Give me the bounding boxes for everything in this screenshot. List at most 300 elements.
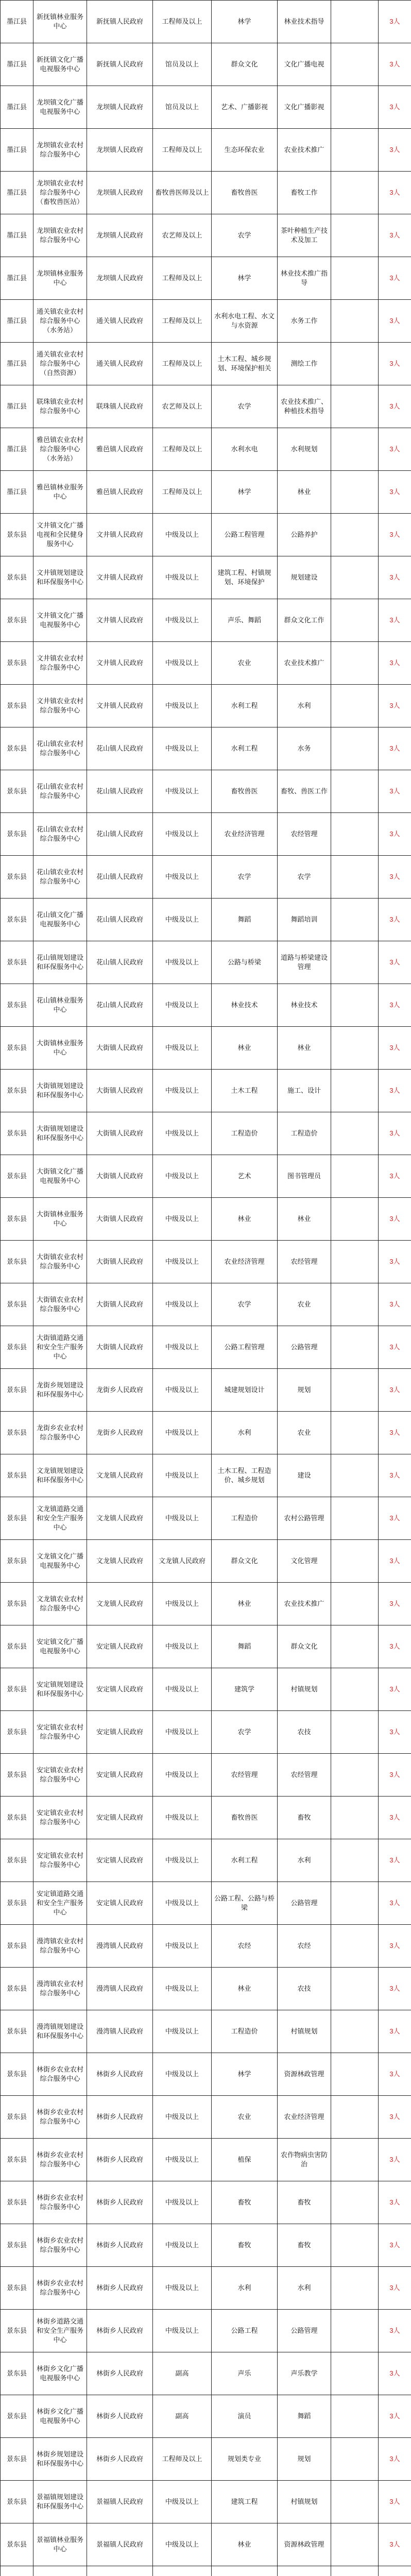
table-row bbox=[1, 2096, 411, 2139]
title-cell: 中级及以上 bbox=[153, 1241, 212, 1283]
title-cell: 工程师及以上 bbox=[153, 300, 212, 343]
post-cell: 畜牧、兽医工作 bbox=[278, 770, 331, 813]
county-cell: 景东县 bbox=[1, 2224, 33, 2267]
county-cell: 景东县 bbox=[1, 1112, 33, 1155]
unit-cell: 花山镇农业农村综合服务中心 bbox=[33, 856, 87, 899]
count-cell: 3人 bbox=[379, 2310, 411, 2352]
unit-cell: 林街乡规划建设和环保服务中心 bbox=[33, 2438, 87, 2481]
post-cell: 农经 bbox=[278, 1925, 331, 1968]
authority-cell: 文龙镇人民政府 bbox=[87, 1454, 153, 1497]
title-cell: 副高 bbox=[153, 2395, 212, 2438]
major-cell: 工程造价 bbox=[212, 1497, 278, 1540]
count-cell: 3人 bbox=[379, 856, 411, 899]
authority-cell: 林街乡人民政府 bbox=[87, 2310, 153, 2352]
unit-cell: 通关镇农业农村综合服务中心（自然资源） bbox=[33, 343, 87, 385]
table-row bbox=[1, 385, 411, 428]
table-row bbox=[1, 685, 411, 727]
table-row bbox=[1, 2438, 411, 2481]
unit-cell: 文龙镇农业农村综合服务中心 bbox=[33, 1583, 87, 1625]
title-cell: 畜牧兽医师及以上 bbox=[153, 172, 212, 214]
county-cell: 墨江县 bbox=[1, 343, 33, 385]
authority-cell: 联珠镇人民政府 bbox=[87, 385, 153, 428]
empty-cell bbox=[331, 1027, 379, 1070]
authority-cell: 安定镇人民政府 bbox=[87, 1839, 153, 1882]
count-cell: 3人 bbox=[379, 257, 411, 300]
county-cell: 景东县 bbox=[1, 2096, 33, 2139]
major-cell: 农经 bbox=[212, 1925, 278, 1968]
count-cell: 3人 bbox=[379, 514, 411, 556]
title-cell: 中级及以上 bbox=[153, 1369, 212, 1412]
count-cell: 3人 bbox=[379, 129, 411, 172]
major-cell: 土木工程、工程造价、城乡规划 bbox=[212, 1454, 278, 1497]
authority-cell: 安定镇人民政府 bbox=[87, 1668, 153, 1711]
county-cell: 景东县 bbox=[1, 1583, 33, 1625]
authority-cell: 安定镇人民政府 bbox=[87, 1754, 153, 1797]
empty-cell bbox=[331, 1540, 379, 1583]
major-cell: 艺术 bbox=[212, 1155, 278, 1198]
major-cell bbox=[212, 2566, 278, 2576]
count-cell: 3人 bbox=[379, 1882, 411, 1925]
major-cell: 水利 bbox=[212, 2267, 278, 2310]
county-cell: 景东县 bbox=[1, 514, 33, 556]
authority-cell: 安定镇人民政府 bbox=[87, 1882, 153, 1925]
table-row bbox=[1, 1070, 411, 1112]
major-cell: 畜牧 bbox=[212, 2181, 278, 2224]
count-cell: 3人 bbox=[379, 1497, 411, 1540]
unit-cell: 景福镇规划建设和环保服务中心 bbox=[33, 2481, 87, 2523]
title-cell: 中级及以上 bbox=[153, 2224, 212, 2267]
empty-cell bbox=[331, 172, 379, 214]
table-row bbox=[1, 86, 411, 129]
post-cell: 农技 bbox=[278, 1968, 331, 2010]
authority-cell: 雅邑镇人民政府 bbox=[87, 471, 153, 514]
table-row bbox=[1, 1711, 411, 1754]
table-row bbox=[1, 1668, 411, 1711]
table-row bbox=[1, 172, 411, 214]
unit-cell: 大街镇道路交通和安全生产服务中心 bbox=[33, 1326, 87, 1369]
major-cell: 农经管理 bbox=[212, 1754, 278, 1797]
empty-cell bbox=[331, 1668, 379, 1711]
unit-cell: 雅邑镇农业农村综合服务中心（水务站） bbox=[33, 428, 87, 471]
title-cell: 中级及以上 bbox=[153, 1412, 212, 1454]
post-cell: 资源林政管理 bbox=[278, 2053, 331, 2096]
unit-cell: 新抚镇文化广播电视服务中心 bbox=[33, 43, 87, 86]
county-cell: 墨江县 bbox=[1, 172, 33, 214]
empty-cell bbox=[331, 1241, 379, 1283]
table-row bbox=[1, 556, 411, 599]
county-cell: 景东县 bbox=[1, 642, 33, 685]
major-cell: 水利水电 bbox=[212, 428, 278, 471]
post-cell: 水务 bbox=[278, 727, 331, 770]
table-row bbox=[1, 43, 411, 86]
authority-cell: 花山镇人民政府 bbox=[87, 770, 153, 813]
unit-cell: 林街乡农业农村综合服务中心 bbox=[33, 2096, 87, 2139]
empty-cell bbox=[331, 2395, 379, 2438]
title-cell: 馆员及以上 bbox=[153, 43, 212, 86]
major-cell: 农业 bbox=[212, 642, 278, 685]
count-cell: 3人 bbox=[379, 2352, 411, 2395]
major-cell: 林学 bbox=[212, 257, 278, 300]
major-cell: 畜牧 bbox=[212, 2224, 278, 2267]
major-cell: 土木工程、城乡规划、环境保护相关 bbox=[212, 343, 278, 385]
table-row bbox=[1, 2053, 411, 2096]
count-cell: 3人 bbox=[379, 1754, 411, 1797]
unit-cell: 安定镇农业农村综合服务中心 bbox=[33, 1711, 87, 1754]
unit-cell: 安定镇文化广播电视服务中心 bbox=[33, 1625, 87, 1668]
title-cell: 文龙镇人民政府 bbox=[153, 1540, 212, 1583]
unit-cell: 花山镇农业农村综合服务中心 bbox=[33, 770, 87, 813]
empty-cell bbox=[331, 2267, 379, 2310]
empty-cell bbox=[331, 1070, 379, 1112]
county-cell: 景东县 bbox=[1, 2053, 33, 2096]
post-cell: 林业技术推广指导 bbox=[278, 257, 331, 300]
major-cell: 土木工程 bbox=[212, 1070, 278, 1112]
title-cell: 中级及以上 bbox=[153, 1754, 212, 1797]
authority-cell: 文井镇人民政府 bbox=[87, 514, 153, 556]
unit-cell: 新抚镇林业服务中心 bbox=[33, 1, 87, 43]
authority-cell: 景福镇人民政府 bbox=[87, 2481, 153, 2523]
major-cell: 畜牧兽医 bbox=[212, 770, 278, 813]
title-cell: 中级及以上 bbox=[153, 1839, 212, 1882]
major-cell: 农学 bbox=[212, 214, 278, 257]
empty-cell bbox=[331, 1583, 379, 1625]
count-cell: 3人 bbox=[379, 2438, 411, 2481]
major-cell: 工程造价 bbox=[212, 1112, 278, 1155]
major-cell: 农业经济管理 bbox=[212, 813, 278, 856]
table-row bbox=[1, 1283, 411, 1326]
authority-cell: 龙街乡人民政府 bbox=[87, 1412, 153, 1454]
title-cell: 中级及以上 bbox=[153, 2053, 212, 2096]
major-cell: 农学 bbox=[212, 856, 278, 899]
count-cell: 3人 bbox=[379, 1155, 411, 1198]
table-row bbox=[1, 428, 411, 471]
count-cell: 3人 bbox=[379, 2224, 411, 2267]
county-cell: 景东县 bbox=[1, 1625, 33, 1668]
table-row bbox=[1, 770, 411, 813]
county-cell: 景东县 bbox=[1, 1369, 33, 1412]
authority-cell: 龙坝镇人民政府 bbox=[87, 214, 153, 257]
unit-cell: 大街镇林业服务中心 bbox=[33, 1027, 87, 1070]
authority-cell: 林街乡人民政府 bbox=[87, 2395, 153, 2438]
count-cell: 3人 bbox=[379, 1668, 411, 1711]
table-row bbox=[1, 1540, 411, 1583]
authority-cell: 龙街乡人民政府 bbox=[87, 1369, 153, 1412]
empty-cell bbox=[331, 984, 379, 1027]
county-cell: 景东县 bbox=[1, 1711, 33, 1754]
count-cell: 3人 bbox=[379, 2523, 411, 2566]
unit-cell: 安定镇道路交通和安全生产服务中心 bbox=[33, 1882, 87, 1925]
table-row bbox=[1, 856, 411, 899]
authority-cell: 新抚镇人民政府 bbox=[87, 43, 153, 86]
post-cell: 公路养护 bbox=[278, 514, 331, 556]
unit-cell: 林街乡农业农村综合服务中心 bbox=[33, 2053, 87, 2096]
post-cell: 农业 bbox=[278, 1283, 331, 1326]
empty-cell bbox=[331, 1326, 379, 1369]
count-cell: 3人 bbox=[379, 813, 411, 856]
major-cell: 群众文化 bbox=[212, 1540, 278, 1583]
authority-cell: 文龙镇人民政府 bbox=[87, 1497, 153, 1540]
county-cell: 景东县 bbox=[1, 2267, 33, 2310]
unit-cell: 漫湾镇农业农村综合服务中心 bbox=[33, 1968, 87, 2010]
empty-cell bbox=[331, 2139, 379, 2181]
county-cell: 墨江县 bbox=[1, 385, 33, 428]
authority-cell: 大街镇人民政府 bbox=[87, 1326, 153, 1369]
major-cell: 声乐、舞蹈 bbox=[212, 599, 278, 642]
major-cell: 农业 bbox=[212, 2096, 278, 2139]
county-cell: 墨江县 bbox=[1, 214, 33, 257]
major-cell: 农业经济管理 bbox=[212, 1241, 278, 1283]
table-row bbox=[1, 1454, 411, 1497]
count-cell: 3人 bbox=[379, 86, 411, 129]
count-cell: 3人 bbox=[379, 2053, 411, 2096]
authority-cell: 花山镇人民政府 bbox=[87, 899, 153, 941]
county-cell: 景东县 bbox=[1, 1412, 33, 1454]
count-cell: 3人 bbox=[379, 471, 411, 514]
county-cell: 景东县 bbox=[1, 2481, 33, 2523]
major-cell: 林学 bbox=[212, 1, 278, 43]
county-cell: 景东县 bbox=[1, 2395, 33, 2438]
county-cell: 墨江县 bbox=[1, 129, 33, 172]
title-cell: 中级及以上 bbox=[153, 2267, 212, 2310]
count-cell: 3人 bbox=[379, 1112, 411, 1155]
county-cell: 景东县 bbox=[1, 1326, 33, 1369]
table-row bbox=[1, 2481, 411, 2523]
table-row bbox=[1, 2566, 411, 2576]
major-cell: 演员 bbox=[212, 2395, 278, 2438]
post-cell: 文化广播电视 bbox=[278, 43, 331, 86]
major-cell: 林业 bbox=[212, 1027, 278, 1070]
county-cell bbox=[1, 2566, 33, 2576]
count-cell: 3人 bbox=[379, 172, 411, 214]
unit-cell: 林街乡农业农村综合服务中心 bbox=[33, 2139, 87, 2181]
title-cell: 中级及以上 bbox=[153, 2181, 212, 2224]
authority-cell: 花山镇人民政府 bbox=[87, 856, 153, 899]
county-cell: 景东县 bbox=[1, 1839, 33, 1882]
empty-cell bbox=[331, 941, 379, 984]
empty-cell bbox=[331, 2352, 379, 2395]
county-cell: 墨江县 bbox=[1, 43, 33, 86]
county-cell: 墨江县 bbox=[1, 86, 33, 129]
table-row bbox=[1, 343, 411, 385]
authority-cell: 林街乡人民政府 bbox=[87, 2096, 153, 2139]
post-cell: 林业 bbox=[278, 471, 331, 514]
major-cell: 规划类专业 bbox=[212, 2438, 278, 2481]
county-cell: 景东县 bbox=[1, 1283, 33, 1326]
post-cell: 林业技术指导 bbox=[278, 1, 331, 43]
count-cell: 3人 bbox=[379, 1070, 411, 1112]
post-cell: 文化管理 bbox=[278, 1540, 331, 1583]
authority-cell: 花山镇人民政府 bbox=[87, 984, 153, 1027]
post-cell: 农经管理 bbox=[278, 1754, 331, 1797]
title-cell: 中级及以上 bbox=[153, 984, 212, 1027]
title-cell: 中级及以上 bbox=[153, 2481, 212, 2523]
unit-cell: 大街镇农业农村综合服务中心 bbox=[33, 1241, 87, 1283]
major-cell: 舞蹈 bbox=[212, 1625, 278, 1668]
empty-cell bbox=[331, 343, 379, 385]
authority-cell: 安定镇人民政府 bbox=[87, 1797, 153, 1839]
title-cell: 中级及以上 bbox=[153, 642, 212, 685]
title-cell: 中级及以上 bbox=[153, 685, 212, 727]
title-cell: 馆员及以上 bbox=[153, 86, 212, 129]
post-cell: 声乐教学 bbox=[278, 2352, 331, 2395]
authority-cell: 文井镇人民政府 bbox=[87, 642, 153, 685]
empty-cell bbox=[331, 1754, 379, 1797]
unit-cell: 龙街乡农业农村综合服务中心 bbox=[33, 1412, 87, 1454]
unit-cell: 文井镇农业农村综合服务中心 bbox=[33, 642, 87, 685]
title-cell: 中级及以上 bbox=[153, 1027, 212, 1070]
authority-cell: 林街乡人民政府 bbox=[87, 2267, 153, 2310]
authority-cell: 花山镇人民政府 bbox=[87, 813, 153, 856]
major-cell: 林业 bbox=[212, 1198, 278, 1241]
title-cell: 中级及以上 bbox=[153, 856, 212, 899]
post-cell: 水务工作 bbox=[278, 300, 331, 343]
title-cell: 中级及以上 bbox=[153, 1625, 212, 1668]
count-cell: 3人 bbox=[379, 685, 411, 727]
major-cell: 公路工程 bbox=[212, 2310, 278, 2352]
authority-cell: 龙坝镇人民政府 bbox=[87, 86, 153, 129]
table-row bbox=[1, 813, 411, 856]
table-row bbox=[1, 941, 411, 984]
authority-cell: 大街镇人民政府 bbox=[87, 1155, 153, 1198]
count-cell: 3人 bbox=[379, 1925, 411, 1968]
county-cell: 景东县 bbox=[1, 1027, 33, 1070]
table-row bbox=[1, 1839, 411, 1882]
count-cell: 3人 bbox=[379, 984, 411, 1027]
title-cell: 中级及以上 bbox=[153, 2010, 212, 2053]
empty-cell bbox=[331, 2010, 379, 2053]
table-row bbox=[1, 1925, 411, 1968]
major-cell: 农学 bbox=[212, 385, 278, 428]
post-cell bbox=[278, 2566, 331, 2576]
unit-cell: 文井镇规划建设和环保服务中心 bbox=[33, 556, 87, 599]
title-cell: 中级及以上 bbox=[153, 813, 212, 856]
empty-cell bbox=[331, 428, 379, 471]
title-cell: 中级及以上 bbox=[153, 1326, 212, 1369]
empty-cell bbox=[331, 599, 379, 642]
county-cell: 景东县 bbox=[1, 1454, 33, 1497]
unit-cell: 漫湾镇农业农村综合服务中心 bbox=[33, 1925, 87, 1968]
title-cell: 中级及以上 bbox=[153, 556, 212, 599]
count-cell: 3人 bbox=[379, 1540, 411, 1583]
title-cell: 中级及以上 bbox=[153, 1882, 212, 1925]
post-cell: 群众文化 bbox=[278, 1625, 331, 1668]
count-cell: 3人 bbox=[379, 343, 411, 385]
title-cell: 中级及以上 bbox=[153, 1198, 212, 1241]
title-cell: 工程师及以上 bbox=[153, 2438, 212, 2481]
empty-cell bbox=[331, 2224, 379, 2267]
unit-cell: 林街乡农业农村综合服务中心 bbox=[33, 2267, 87, 2310]
county-cell: 景东县 bbox=[1, 2352, 33, 2395]
empty-cell bbox=[331, 770, 379, 813]
post-cell: 施工、设计 bbox=[278, 1070, 331, 1112]
count-cell: 3人 bbox=[379, 428, 411, 471]
title-cell: 工程师及以上 bbox=[153, 343, 212, 385]
count-cell: 3人 bbox=[379, 1283, 411, 1326]
empty-cell bbox=[331, 2053, 379, 2096]
empty-cell bbox=[331, 856, 379, 899]
post-cell: 水利规划 bbox=[278, 428, 331, 471]
table-row bbox=[1, 1754, 411, 1797]
empty-cell bbox=[331, 1112, 379, 1155]
empty-cell bbox=[331, 1454, 379, 1497]
title-cell: 中级及以上 bbox=[153, 1668, 212, 1711]
table-row bbox=[1, 1882, 411, 1925]
count-cell: 3人 bbox=[379, 1711, 411, 1754]
post-cell: 畜牧 bbox=[278, 1797, 331, 1839]
county-cell: 景东县 bbox=[1, 727, 33, 770]
table-row bbox=[1, 1625, 411, 1668]
empty-cell bbox=[331, 1, 379, 43]
unit-cell: 花山镇农业农村综合服务中心 bbox=[33, 813, 87, 856]
county-cell: 景东县 bbox=[1, 1797, 33, 1839]
unit-cell: 龙坝镇农业农村综合服务中心 bbox=[33, 129, 87, 172]
title-cell bbox=[153, 2566, 212, 2576]
post-cell: 公路管理 bbox=[278, 1326, 331, 1369]
table-row bbox=[1, 1497, 411, 1540]
county-cell: 景东县 bbox=[1, 1198, 33, 1241]
table-row bbox=[1, 300, 411, 343]
post-cell: 水利 bbox=[278, 1839, 331, 1882]
empty-cell bbox=[331, 1882, 379, 1925]
empty-cell bbox=[331, 257, 379, 300]
county-cell: 景东县 bbox=[1, 2181, 33, 2224]
post-cell: 农村公路管理 bbox=[278, 1497, 331, 1540]
count-cell: 3人 bbox=[379, 2267, 411, 2310]
title-cell: 中级及以上 bbox=[153, 1797, 212, 1839]
table-row bbox=[1, 1968, 411, 2010]
authority-cell: 安定镇人民政府 bbox=[87, 1625, 153, 1668]
empty-cell bbox=[331, 2438, 379, 2481]
count-cell: 3人 bbox=[379, 1583, 411, 1625]
post-cell: 林业 bbox=[278, 1027, 331, 1070]
empty-cell bbox=[331, 1283, 379, 1326]
title-cell: 中级及以上 bbox=[153, 1583, 212, 1625]
title-cell: 中级及以上 bbox=[153, 941, 212, 984]
empty-cell bbox=[331, 385, 379, 428]
count-cell bbox=[379, 2566, 411, 2576]
empty-cell bbox=[331, 813, 379, 856]
count-cell: 3人 bbox=[379, 556, 411, 599]
post-cell: 农经管理 bbox=[278, 813, 331, 856]
empty-cell bbox=[331, 43, 379, 86]
major-cell: 水利工程 bbox=[212, 685, 278, 727]
major-cell: 声乐 bbox=[212, 2352, 278, 2395]
post-cell: 农业技术推广 bbox=[278, 1583, 331, 1625]
post-cell: 林业技术 bbox=[278, 984, 331, 1027]
authority-cell: 龙坝镇人民政府 bbox=[87, 257, 153, 300]
count-cell: 3人 bbox=[379, 599, 411, 642]
empty-cell bbox=[331, 300, 379, 343]
count-cell: 3人 bbox=[379, 1839, 411, 1882]
post-cell: 规划建设 bbox=[278, 556, 331, 599]
major-cell: 水利水电工程、水文与水资源 bbox=[212, 300, 278, 343]
county-cell: 景东县 bbox=[1, 1540, 33, 1583]
county-cell: 景东县 bbox=[1, 941, 33, 984]
title-cell: 工程师及以上 bbox=[153, 471, 212, 514]
unit-cell: 龙坝镇林业服务中心 bbox=[33, 257, 87, 300]
unit-cell: 花山镇林业服务中心 bbox=[33, 984, 87, 1027]
unit-cell: 文井镇文化广播电视和全民健身服务中心 bbox=[33, 514, 87, 556]
empty-cell bbox=[331, 214, 379, 257]
post-cell: 农作物病虫害防治 bbox=[278, 2139, 331, 2181]
unit-cell: 林街乡文化广播电视服务中心 bbox=[33, 2352, 87, 2395]
empty-cell bbox=[331, 2181, 379, 2224]
unit-cell: 雅邑镇林业服务中心 bbox=[33, 471, 87, 514]
count-cell: 3人 bbox=[379, 1797, 411, 1839]
unit-cell: 通关镇农业农村综合服务中心（水务站） bbox=[33, 300, 87, 343]
authority-cell: 文龙镇人民政府 bbox=[87, 1583, 153, 1625]
authority-cell: 新抚镇人民政府 bbox=[87, 1, 153, 43]
